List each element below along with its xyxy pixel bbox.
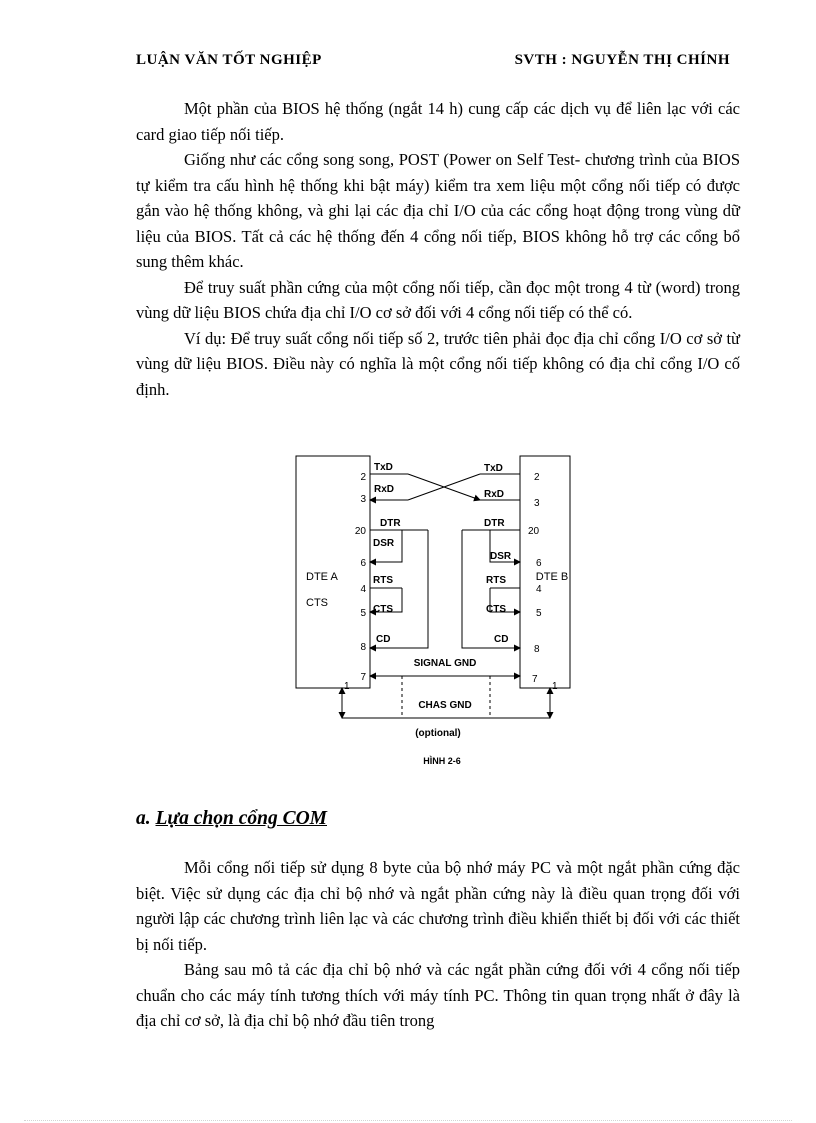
dsr-a-label: DSR (373, 538, 395, 549)
body-text-top (136, 96, 740, 402)
dtr-a-label: DTR (380, 518, 401, 529)
txd-b-label: TxD (484, 463, 503, 474)
optional-label: (optional) (415, 728, 461, 739)
signal-gnd-label: SIGNAL GND (413, 658, 477, 669)
pin-b-8: 8 (534, 644, 540, 655)
pin-b-1: 1 (552, 681, 558, 692)
pin-a-2: 2 (360, 472, 366, 483)
paragraph: Để truy suất phần cứng của một cổng nối tiếp, cần đọc một trong 4 từ (word) trong vùng dữ liệu BIOS chứa địa chỉ I/O cơ sở đối với 4 cổng nối tiếp có thể có. (136, 277, 740, 322)
pin-a-1: 1 (344, 681, 350, 692)
pin-a-7: 7 (360, 672, 366, 683)
pin-b-3: 3 (534, 498, 540, 509)
cts-side-label: CTS (306, 597, 328, 609)
figure-caption: HÌNH 2-6 (423, 756, 461, 766)
paragraph: Bảng sau mô tả các địa chỉ bộ nhớ và các ngắt phần cứng đối với 4 cổng nối tiếp chuẩn cho các máy tính tương thích với máy tính PC. Thông tin quan trọng nhất ở đây là địa chỉ cơ sở, là địa chỉ bộ nhớ đầu tiên trong (136, 960, 740, 1030)
dte-a-label: DTE A (306, 571, 338, 583)
body-text-bottom (136, 855, 740, 1034)
dtr-b-label: DTR (484, 518, 505, 529)
header-right-author: SVTH : NGUYỄN THỊ CHÍNH (514, 52, 730, 68)
txd-a-label: TxD (374, 462, 393, 473)
pin-b-20: 20 (528, 526, 540, 537)
rxd-a-label: RxD (374, 484, 395, 495)
pin-b-5: 5 (536, 608, 542, 619)
pin-a-6: 6 (360, 558, 366, 569)
cd-a-label: CD (376, 634, 391, 645)
page-bottom-rule (24, 1120, 792, 1121)
paragraph: Ví dụ: Để truy suất cổng nối tiếp số 2, trước tiên phải đọc địa chỉ cổng I/O cơ sở từ vùng dữ liệu BIOS. Điều này có nghĩa là một cổng nối tiếp không có địa chỉ cổng I/O cố định. (136, 328, 740, 399)
pin-a-20: 20 (354, 526, 366, 537)
pin-a-3: 3 (360, 494, 366, 505)
pin-a-5: 5 (360, 608, 366, 619)
rts-a-label: RTS (373, 575, 393, 586)
header-left-title: LUẬN VĂN TỐT NGHIỆP (136, 52, 322, 68)
section-heading (136, 808, 327, 830)
pin-b-4: 4 (536, 584, 542, 595)
paragraph: Giống như các cổng song song, POST (Power on Self Test- chương trình của BIOS tự kiểm tra cấu hình hệ thống khi bật máy) kiểm tra xem liệu một cổng nối tiếp có được gắn vào hệ thống không, và ghi lại các địa chỉ I/O của các cổng hoạt động trong vùng dữ liệu của BIOS. Tất cả các hệ thống đến 4 cổng nối tiếp, BIOS không hỗ trợ các cổng bổ sung thêm khác. (136, 150, 740, 271)
rxd-b-label: RxD (484, 489, 505, 500)
pin-a-4: 4 (360, 584, 366, 595)
chas-gnd-label: CHAS GND (418, 700, 472, 711)
paragraph: Mỗi cổng nối tiếp sử dụng 8 byte của bộ nhớ máy PC và một ngắt phần cứng đặc biệt. Việc sử dụng các địa chỉ bộ nhớ và ngắt phần cứng này là điều quan trọng đối với người lập các chương trình liên lạc và các chương trình điều khiển thiết bị đối với các thiết bị nối tiếp. (136, 858, 740, 954)
cts-a-label: CTS (373, 604, 393, 615)
pin-a-8: 8 (360, 642, 366, 653)
pin-b-2: 2 (534, 472, 540, 483)
section-title-text: Lựa chọn cổng COM (155, 808, 327, 829)
cd-b-label: CD (494, 634, 509, 645)
section-prefix: a. (136, 808, 151, 829)
pin-b-7: 7 (532, 674, 538, 685)
cts-b-label: CTS (486, 604, 506, 615)
paragraph: Một phần của BIOS hệ thống (ngắt 14 h) cung cấp các dịch vụ để liên lạc với các card giao tiếp nối tiếp. (136, 99, 740, 144)
page-header (136, 52, 730, 74)
pin-b-6: 6 (536, 558, 542, 569)
dte-b-label: DTE B (535, 571, 569, 583)
rs232-wiring-diagram (280, 452, 580, 782)
diagram-svg (280, 452, 580, 782)
dsr-b-label: DSR (490, 551, 512, 562)
rts-b-label: RTS (486, 575, 506, 586)
